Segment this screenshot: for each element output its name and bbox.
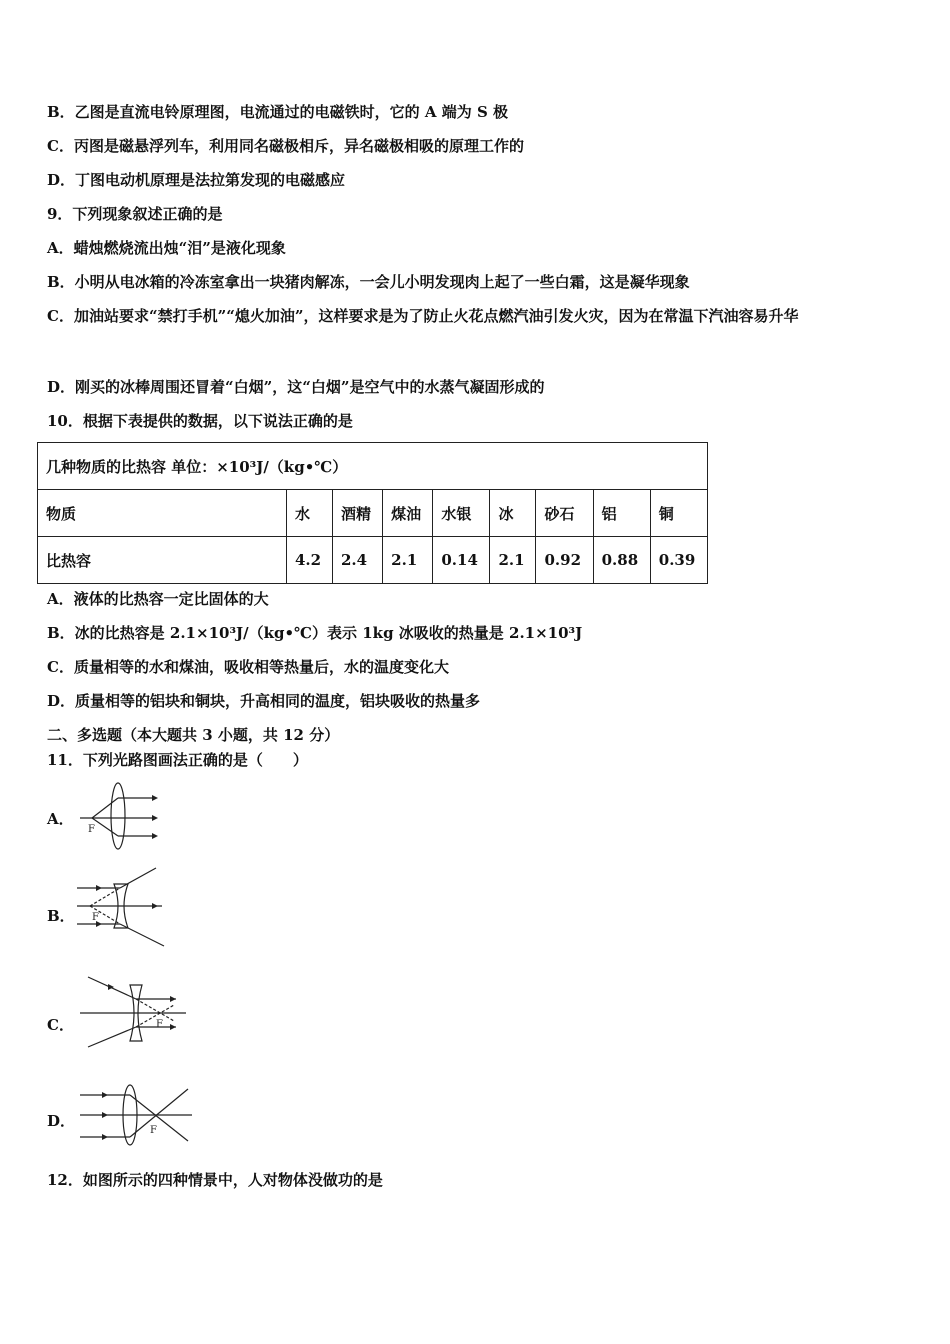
q8-option-d: D．丁图电动机原理是法拉第发现的电磁感应	[47, 171, 346, 189]
focus-label: F	[88, 824, 95, 835]
table-cell: 0.39	[650, 537, 707, 584]
table-cell: 煤油	[383, 490, 433, 537]
q10-option-c: C．质量相等的水和煤油，吸收相等热量后，水的温度变化大	[47, 658, 449, 676]
focus-label: F	[156, 1019, 163, 1030]
table-cell: 砂石	[536, 490, 593, 537]
focus-label: F	[150, 1125, 157, 1136]
table-cell: 0.14	[433, 537, 490, 584]
q9-option-b: B．小明从电冰箱的冷冻室拿出一块猪肉解冻，一会儿小明发现肉上起了一些白霜，这是凝华现象	[47, 273, 690, 291]
table-cell: 铜	[650, 490, 707, 537]
q10-option-a: A．液体的比热容一定比固体的大	[47, 590, 269, 608]
convex-lens-diagram-a	[72, 780, 162, 852]
table-cell: 铝	[593, 490, 650, 537]
section-heading: 二、多选题（本大题共 3 小题，共 12 分）	[47, 726, 340, 744]
q12-stem: 12．如图所示的四种情景中，人对物体没做功的是	[47, 1171, 383, 1189]
q11-label-c: C．	[47, 1016, 74, 1034]
table-row-values	[38, 537, 708, 584]
concave-lens-diagram-c	[78, 975, 188, 1051]
q9-stem: 9．下列现象叙述正确的是	[47, 205, 223, 223]
q10-stem: 10．根据下表提供的数据，以下说法正确的是	[47, 412, 353, 430]
table-cell: 4.2	[287, 537, 333, 584]
table-caption-row	[38, 443, 708, 490]
q8-option-b: B．乙图是直流电铃原理图，电流通过的电磁铁时，它的 A 端为 S 极	[47, 103, 509, 121]
convex-lens-diagram-d	[76, 1083, 196, 1147]
q10-option-b: B．冰的比热容是 2.1×10³J/（kg•℃）表示 1kg 冰吸收的热量是 2.1×10³J	[47, 624, 583, 642]
table-caption: 几种物质的比热容 单位：×10³J/（kg•℃）	[38, 443, 708, 490]
table-cell: 0.88	[593, 537, 650, 584]
table-row-materials	[38, 490, 708, 537]
table-cell: 水银	[433, 490, 490, 537]
specific-heat-table	[37, 442, 708, 584]
q10-option-d: D．质量相等的铝块和铜块，升高相同的温度，铝块吸收的热量多	[47, 692, 481, 710]
table-cell: 2.1	[490, 537, 536, 584]
table-cell: 2.4	[333, 537, 383, 584]
table-cell: 0.92	[536, 537, 593, 584]
q11-label-b: B．	[47, 907, 75, 925]
q9-option-d: D．刚买的冰棒周围还冒着“白烟”，这“白烟”是空气中的水蒸气凝固形成的	[47, 378, 545, 396]
q11-stem: 11．下列光路图画法正确的是（ ）	[47, 751, 308, 769]
q8-option-c: C．丙图是磁悬浮列车，利用同名磁极相斥，异名磁极相吸的原理工作的	[47, 137, 524, 155]
q11-label-a: A．	[47, 810, 74, 828]
q9-option-c: C．加油站要求“禁打手机”“熄火加油”，这样要求是为了防止火花点燃汽油引发火灾，因为在常温下汽油容易升华	[47, 307, 799, 325]
table-cell: 2.1	[383, 537, 433, 584]
q11-label-d: D．	[47, 1112, 76, 1130]
table-cell: 冰	[490, 490, 536, 537]
row-header-specific-heat: 比热容	[38, 537, 287, 584]
q9-option-a: A．蜡烛燃烧流出烛“泪”是液化现象	[47, 239, 286, 257]
focus-label: F	[92, 912, 99, 923]
concave-lens-diagram-b	[72, 866, 172, 950]
table-cell: 水	[287, 490, 333, 537]
table-cell: 酒精	[333, 490, 383, 537]
row-header-material: 物质	[38, 490, 287, 537]
